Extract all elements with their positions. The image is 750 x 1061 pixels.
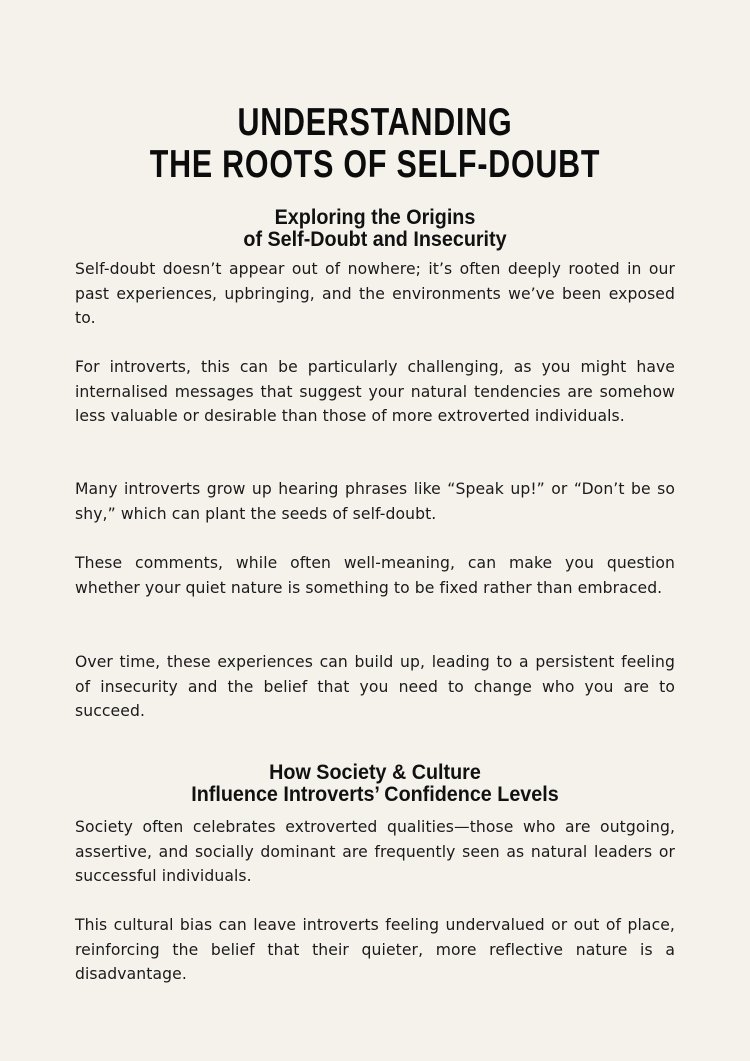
paragraph: Society often celebrates extroverted qualities—those who are outgoing, assertive, and socially dominant are frequently seen as natural leaders or successful individuals.: [75, 818, 675, 885]
section-heading-line-2: of Self-Doubt and Insecurity: [243, 228, 507, 252]
page-title-line-1: UNDERSTANDING: [237, 101, 513, 145]
section-heading-origins: [93, 207, 657, 251]
paragraph: Many introverts grow up hearing phrases like “Speak up!” or “Don’t be so shy,” which can plant the seeds of self-doubt.: [75, 480, 675, 523]
section-heading-line-2: Influence Introverts’ Confidence Levels: [191, 783, 559, 807]
paragraph: This cultural bias can leave introverts feeling undervalued or out of place, reinforcing the belief that their quieter, more reflective nature is a disadvantage.: [75, 916, 675, 983]
section-heading-society-culture: [93, 762, 657, 806]
page-title-line-2: THE ROOTS OF SELF-DOUBT: [149, 143, 601, 187]
page-title: [141, 102, 609, 186]
paragraph: Self-doubt doesn’t appear out of nowhere; it’s often deeply rooted in our past experiences, upbringing, and the environments we’ve been exposed to.: [75, 260, 675, 327]
paragraph: Over time, these experiences can build up, leading to a persistent feeling of insecurity and the belief that you need to change who you are to succeed.: [75, 653, 675, 720]
section-heading-line-1: How Society & Culture: [269, 761, 481, 785]
paragraph: For introverts, this can be particularly challenging, as you might have internalised messages that suggest your natural tendencies are somehow less valuable or desirable than those of more extroverted individuals.: [75, 358, 675, 425]
section-heading-line-1: Exploring the Origins: [274, 206, 476, 230]
paragraph: These comments, while often well-meaning, can make you question whether your quiet nature is something to be fixed rather than embraced.: [75, 554, 675, 597]
